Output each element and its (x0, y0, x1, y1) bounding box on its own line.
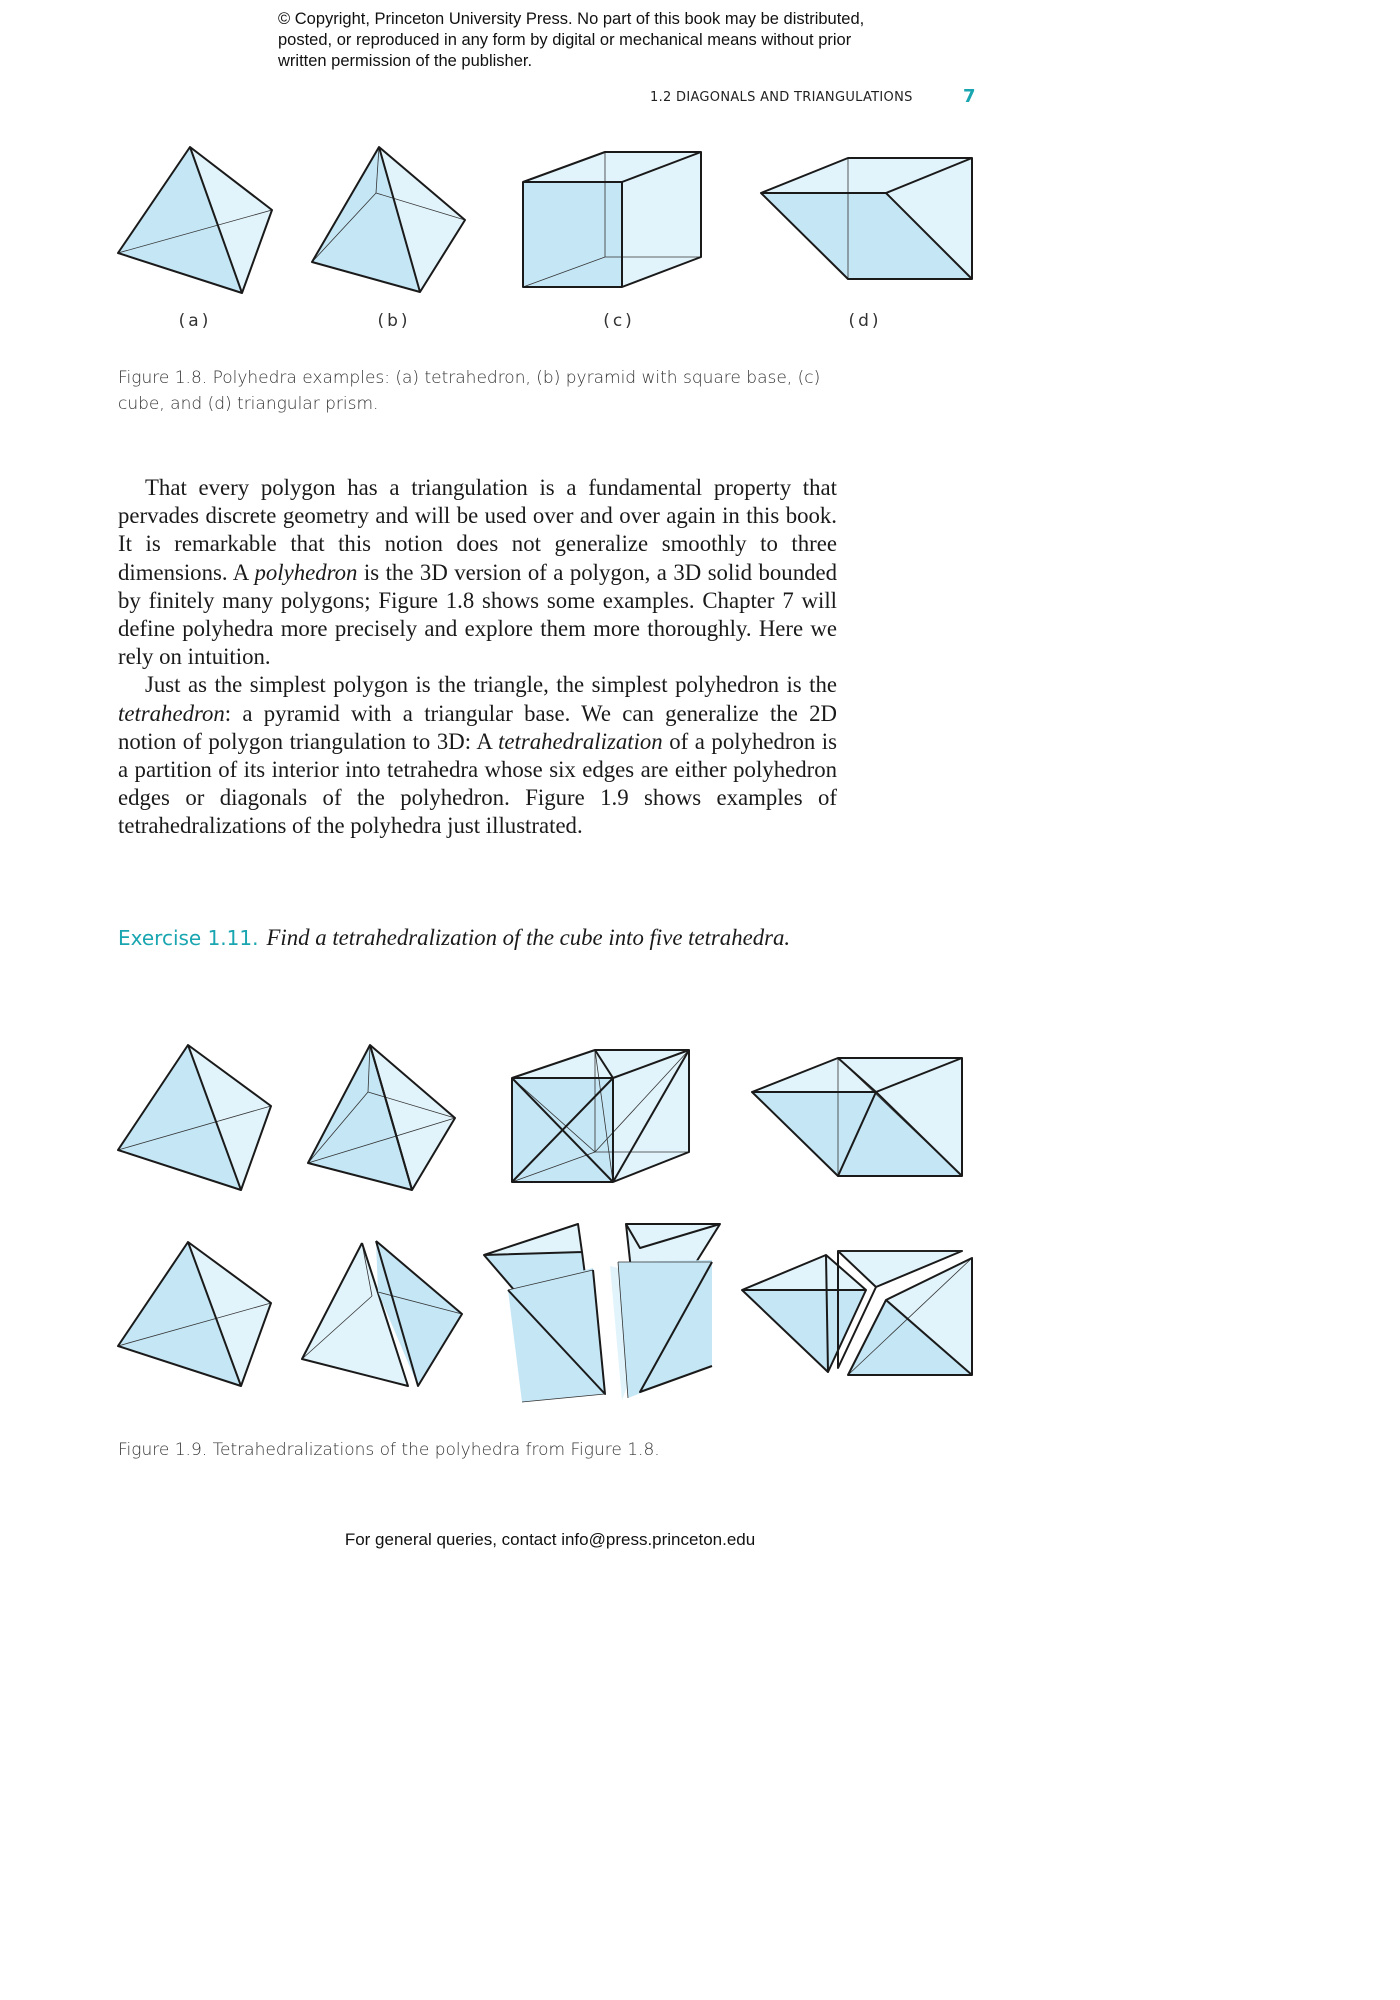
tetrahedron-assembled-figure (118, 1045, 271, 1190)
running-head: 1.2 DIAGONALS AND TRIANGULATIONS (650, 90, 913, 105)
sublabel-a: (a) (178, 311, 212, 331)
exercise-label: Exercise 1.11. (118, 926, 259, 950)
pyramid-assembled-figure (308, 1045, 455, 1190)
paragraph-1: That every polygon has a triangulation is a fundamental property that pervades discrete geometry and will be used over and over again in this book. It is remarkable that this notion does not generalize smoothly to three dimensions. A polyhedron is the 3D version of a polygon, a 3D solid bounded by finitely many polygons; Figure 1.8 shows some examples. Chapter 7 will define polyhedra more precisely and explore them more thoroughly. Here we rely on intuition. (118, 475, 838, 670)
figure-1-9-caption: Figure 1.9. Tetrahedralizations of the polyhedra from Figure 1.8. (118, 1440, 660, 1460)
sublabel-b: (b) (377, 311, 411, 331)
square-pyramid-figure (312, 147, 465, 292)
footer-contact: For general queries, contact info@press.princeton.edu (344, 1530, 756, 1549)
cube-figure (523, 152, 701, 287)
prism-assembled-figure (752, 1058, 962, 1176)
exercise-1-11 (118, 925, 878, 951)
tetrahedron-exploded-figure (118, 1242, 271, 1386)
figure-1-8-illustrations (0, 140, 1100, 300)
sublabel-d: (d) (848, 311, 882, 331)
pyramid-exploded-figure (302, 1241, 462, 1386)
cube-assembled-figure (512, 1050, 689, 1182)
paragraph-2: Just as the simplest polygon is the triangle, the simplest polyhedron is the tetrahedron: a pyramid with a triangular base. We can generalize the 2D notion of polygon triangulation to 3D: A tetrahedralization of a polyhedron is a partition of its interior into tetrahedra whose six edges are either polyhedron edges or diagonals of the polyhedron. Figure 1.9 shows examples of tetrahedralizations of the polyhedra just illustrated. (118, 672, 837, 839)
page-number: 7 (963, 86, 976, 107)
copyright-notice: © Copyright, Princeton University Press. No part of this book may be distributed, posted, or reproduced in any form by digital or mechanical means without prior written permission of the publisher. (278, 10, 865, 70)
figure-1-9-illustrations (0, 1038, 1100, 1408)
prism-exploded-figure (742, 1251, 972, 1375)
sublabel-c: (c) (603, 311, 635, 331)
figure-1-8-caption: Figure 1.8. Polyhedra examples: (a) tetrahedron, (b) pyramid with square base, (c) cube, and (d) triangular prism. (118, 368, 821, 414)
tetrahedron-figure (118, 147, 272, 293)
cube-exploded-figure (484, 1224, 720, 1402)
triangular-prism-figure (761, 158, 972, 279)
exercise-text: Find a tetrahedralization of the cube into five tetrahedra. (266, 925, 791, 950)
body-text (118, 474, 837, 841)
